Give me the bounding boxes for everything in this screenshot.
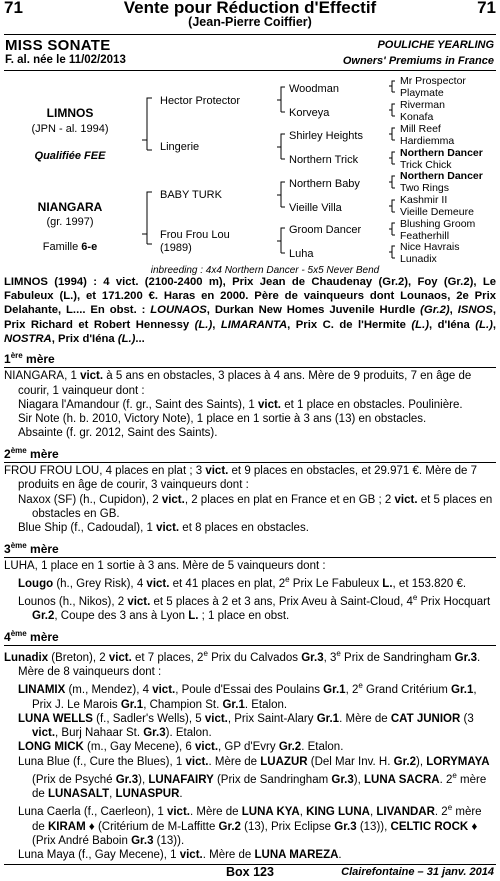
- ggd-produce-2: Lounos (h., Nikos), 2 vict. et 5 places à 2 et 3 ans, Prix Aveu à Saint-Cloud, 4e Prix Hocquart Gr.2, Coupe des 3 ans à Lyon L. ; 1 place en obst.: [18, 593, 491, 623]
- sale-venue-date: Clairefontaine – 31 janv. 2014: [341, 866, 494, 878]
- gggd-produce-1: LINAMIX (m., Mendez), 4 vict., Poule d'Essai des Poulains Gr.1, 2e Grand Critérium Gr.1, Prix J. Le Marois Gr.1, Champion St. Gr.1. Etalon.: [18, 681, 477, 711]
- pedigree-gen3-2: Korveya: [289, 107, 330, 119]
- produce-2: Sir Note (h. b. 2010, Victory Note), 1 place en 1 sortie à 3 ans (13) en obstacles.: [18, 413, 427, 426]
- pedigree-gen4-7: Northern Dancer: [400, 147, 483, 159]
- pedigree-gen4-10: Two Rings: [400, 182, 450, 194]
- pedigree-gen3-1: Woodman: [289, 83, 339, 95]
- section-3eme-mere: 3ème mère: [4, 539, 496, 558]
- pedigree-sire-info: (JPN - al. 1994): [31, 123, 109, 135]
- pedigree-sire: LIMNOS: [46, 106, 94, 120]
- pedigree-gen4-16: Lunadix: [400, 253, 437, 265]
- pedigree-gen3-7: Groom Dancer: [289, 224, 362, 236]
- pedigree-dam: NIANGARA: [37, 200, 103, 214]
- gd-produce-1: Naxox (SF) (h., Cupidon), 2 vict., 2 places en plat en France et en GB ; 2 vict. et 5 places en obstacles en GB.: [18, 493, 493, 520]
- pedigree-gen4-9: Northern Dancer: [400, 170, 483, 182]
- pedigree-gen4-14: Featherhill: [400, 230, 450, 242]
- pedigree-gen4-8: Trick Chick: [400, 159, 452, 171]
- pedigree-gen3-4: Northern Trick: [289, 154, 359, 166]
- gggd-produce-5: Luna Caerla (f., Caerleon), 1 vict.. Mère de LUNA KYA, KING LUNA, LIVANDAR. 2e mère de KIRAM ♦ (Critérium de M-Laffitte Gr.2 (13), Prix Eclipse Gr.3 (13)), CELTIC ROCK ♦ (Prix André Baboin Gr.3 (13)).: [18, 803, 482, 847]
- granddam-paragraph: FROU FROU LOU, 4 places en plat ; 3 vict. et 9 places en obstacles, et 29.971 €. Mère de 7 produits en âge de courir, 3 vainqueurs dont :: [4, 465, 478, 492]
- pedigree-sire-note: Qualifiée FEE: [34, 150, 106, 162]
- pedigree-gen4-15: Nice Havrais: [400, 241, 460, 253]
- owners-premiums: Owners' Premiums in France: [342, 55, 494, 67]
- section-4eme-mere: 4ème mère: [4, 627, 496, 646]
- section-1ere-mere: 1ère mère: [4, 349, 496, 368]
- pedigree-gen4-3: Riverman: [400, 99, 445, 111]
- pedigree-gen2-1: Hector Protector: [160, 95, 241, 107]
- dam-lines: [4, 348, 496, 862]
- inbreeding-note: inbreeding : 4x4 Northern Dancer - 5x5 Never Bend: [150, 265, 380, 275]
- header-divider: [4, 34, 496, 35]
- pedigree-gen2-3: BABY TURK: [160, 189, 222, 201]
- horse-type: POULICHE YEARLING: [377, 39, 494, 51]
- pedigree-gen2-2: Lingerie: [160, 141, 200, 153]
- pedigree-gen4-6: Hardiemma: [400, 135, 455, 147]
- box-number: Box 123: [226, 865, 274, 879]
- ggd-paragraph: LUHA, 1 place en 1 sortie à 3 ans. Mère de 5 vainqueurs dont :: [4, 559, 326, 572]
- ggd-produce-1: Lougo (h., Grey Risk), 4 vict. et 41 places en plat, 2e Prix Le Fabuleux L., et 153.820 €.: [18, 575, 467, 590]
- pedigree-chart: [0, 70, 500, 275]
- gggd-produce-3: LONG MICK (m., Gay Mecene), 6 vict., GP d'Evry Gr.2. Etalon.: [18, 741, 344, 754]
- produce-3: Absainte (f. gr. 2012, Saint des Saints).: [18, 427, 218, 440]
- horse-name: MISS SONATE: [5, 37, 111, 54]
- pedigree-gen4-2: Playmate: [400, 87, 444, 99]
- pedigree-dam-info: (gr. 1997): [46, 216, 94, 228]
- gggd-produce-4: Luna Blue (f., Cure the Blues), 1 vict.. Mère de LUAZUR (Del Mar Inv. H. Gr.2), LORYMAYA (Prix de Psyché Gr.3), LUNAFAIRY (Prix de Sandringham Gr.3), LUNA SACRA. 2e mère de LUNASALT, LUNASPUR.: [18, 755, 490, 801]
- pedigree-gen3-8: Luha: [289, 248, 314, 260]
- sire-paragraph: LIMNOS (1994) : 4 vict. (2100-2400 m), Prix Jean de Chaudenay (Gr.2), Foy (Gr.2), Le Fabuleux (L.), et 171.200 €. Haras en 2000. Père de vainqueurs dont Lounaos, 2e Prix Delahante, L.... En obst. : LOUNAOS, Durkan New Homes Juvenile Hurdle (Gr.2), ISNOS, Prix Richard et Robert Hennessy (L.), LIMARANTA, Prix C. de l'Hermite (L.), d'Iéna (L.), NOSTRA, Prix d'Iéna (L.)...: [4, 276, 497, 345]
- pedigree-gen4-13: Blushing Groom: [400, 218, 476, 230]
- produce-1: Niagara l'Amandour (f. gr., Saint des Saints), 1 vict. et 1 place en obstacles. Poulinière.: [18, 398, 463, 411]
- dam-paragraph: NIANGARA, 1 vict. à 5 ans en obstacles, 3 places à 4 ans. Mère de 9 produits, 7 en âge de courir, 1 vainqueur dont :: [4, 370, 472, 397]
- pedigree-gen2-4-year: (1989): [160, 242, 192, 254]
- consignor: (Jean-Pierre Coiffier): [188, 15, 312, 29]
- gggd-paragraph: Lunadix (Breton), 2 vict. et 7 places, 2e Prix du Calvados Gr.3, 3e Prix de Sandringham Gr.3. Mère de 8 vainqueurs dont :: [4, 649, 481, 679]
- sale-title: Vente pour Réduction d'Effectif: [123, 0, 377, 17]
- pedigree-gen4-1: Mr Prospector: [400, 75, 466, 87]
- pedigree-gen4-11: Kashmir II: [400, 194, 448, 206]
- pedigree-gen3-3: Shirley Heights: [289, 130, 363, 142]
- pedigree-gen4-4: Konafa: [400, 111, 434, 123]
- pedigree-famille: Famille 6-e: [42, 241, 98, 253]
- horse-birth: F. al. née le 11/02/2013: [5, 54, 126, 66]
- gd-produce-2: Blue Ship (f., Cadoudal), 1 vict. et 8 places en obstacles.: [18, 522, 309, 535]
- pedigree-gen3-6: Vieille Villa: [289, 202, 342, 214]
- pedigree-gen2-4: Frou Frou Lou: [160, 229, 230, 241]
- gggd-produce-2: LUNA WELLS (f., Sadler's Wells), 5 vict., Prix Saint-Alary Gr.1. Mère de CAT JUNIOR (3 vict., Burj Nahaar St. Gr.3). Etalon.: [18, 712, 474, 740]
- gggd-produce-6: Luna Maya (f., Gay Mecene), 1 vict.. Mère de LUNA MAREZA.: [18, 849, 342, 862]
- pedigree-gen4-5: Mill Reef: [400, 123, 441, 135]
- lot-number-right: 71: [477, 0, 496, 17]
- lot-number-left: 71: [4, 0, 23, 17]
- section-2eme-mere: 2ème mère: [4, 444, 496, 463]
- pedigree-gen3-5: Northern Baby: [289, 178, 360, 190]
- pedigree-gen4-12: Vieille Demeure: [400, 206, 474, 218]
